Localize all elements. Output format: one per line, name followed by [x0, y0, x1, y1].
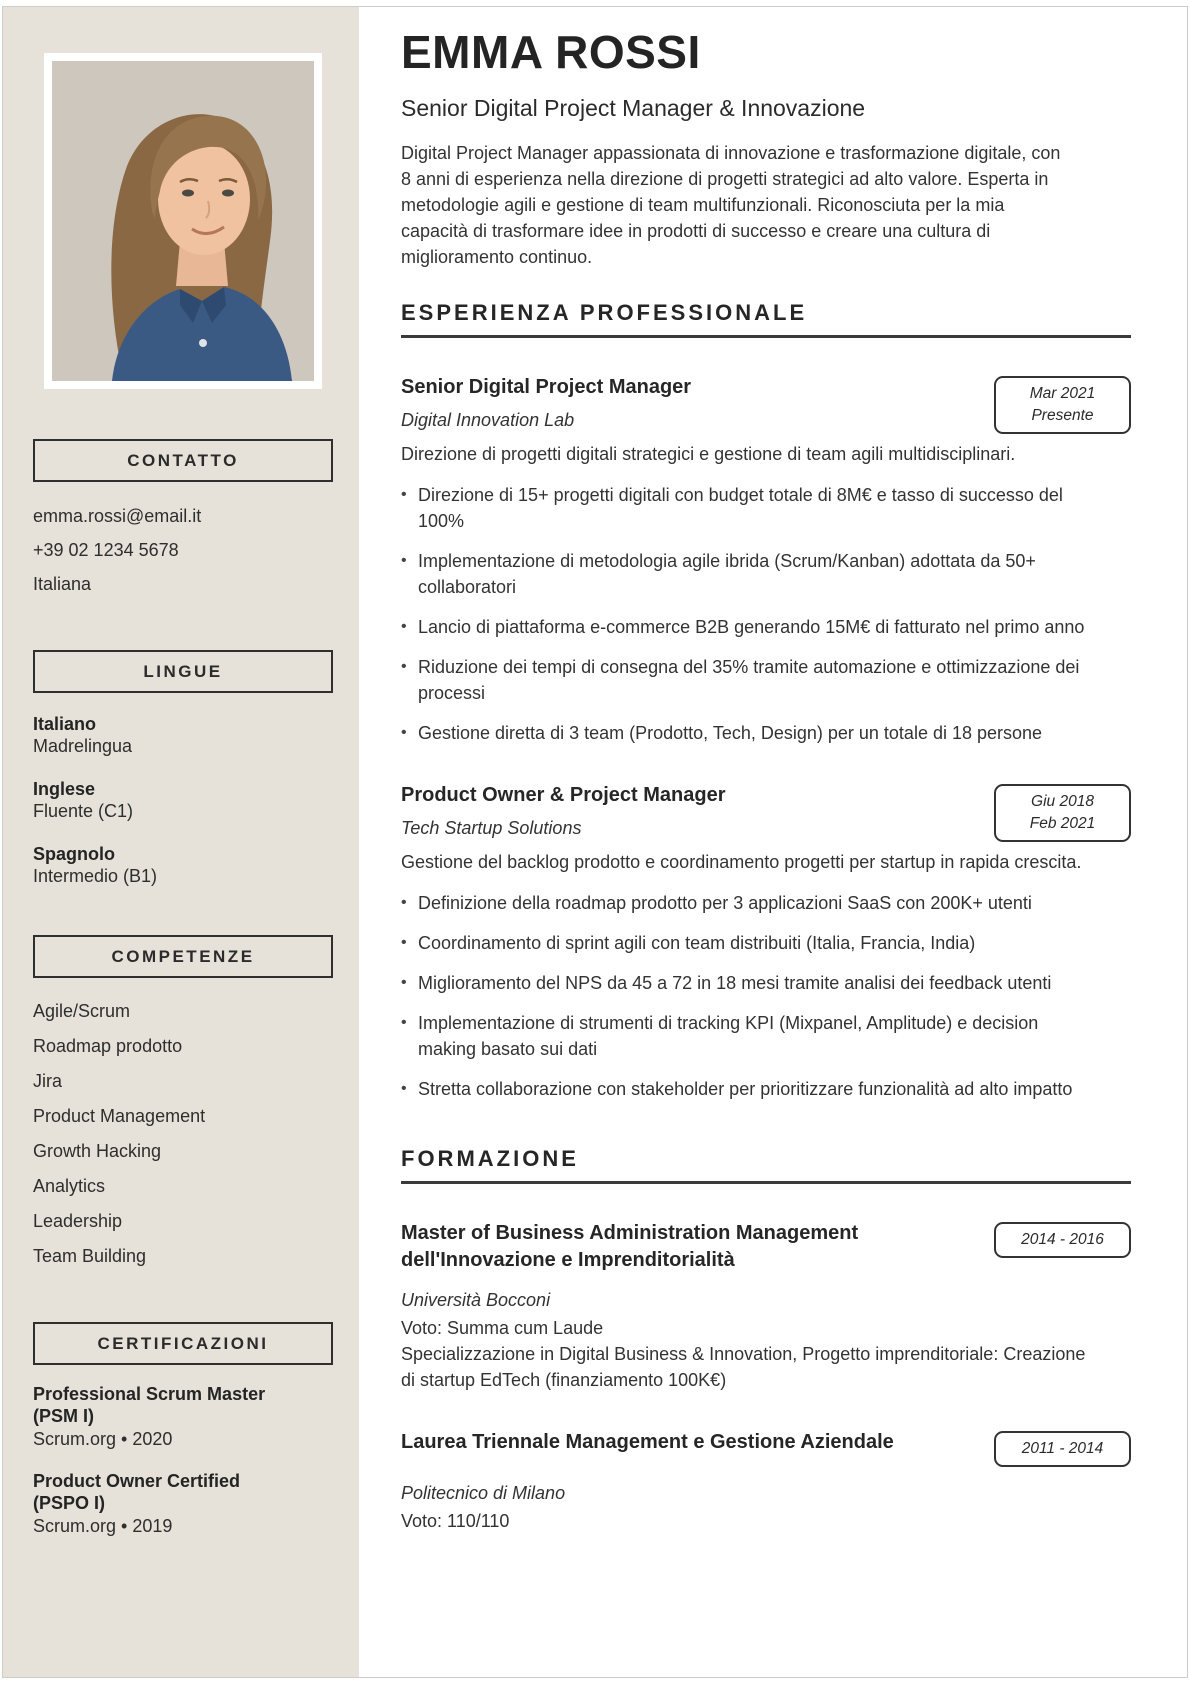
person-headline: Senior Digital Project Manager & Innovazione	[401, 95, 866, 121]
job-period-badge	[994, 784, 1131, 842]
skill-item: Agile/Scrum	[33, 1001, 131, 1021]
certification-list	[33, 1383, 333, 1538]
job-period-start: Mar 2021	[1029, 385, 1096, 402]
main-column	[359, 7, 1187, 1534]
profile-summary: Digital Project Manager appassionata di innovazione e trasformazione digitale, con 8 anni di esperienza nella direzione di progetti strategici ad alto valore. Esperta in metodologie agili e gestione di team multifunzionali. Riconosciuta per la mia capacità di trasformare idee in prodotti di successo e creare una cultura di miglioramento continuo.	[401, 143, 1061, 267]
skill-item: Analytics	[33, 1176, 106, 1196]
profile-photo	[52, 61, 314, 381]
job-bullet: • Stretta collaborazione con stakeholder per prioritizzare funzionalità ad alto impatto	[401, 1076, 1101, 1102]
education-entry-head	[401, 1429, 1131, 1467]
sidebar-section-title-contact: CONTATTO	[33, 439, 333, 482]
skill-list	[33, 994, 333, 1274]
job-period-end: Presente	[1031, 407, 1094, 424]
language-level: Madrelingua	[33, 736, 133, 756]
job-bullet: • Direzione di 15+ progetti digitali con budget totale di 8M€ e tasso di successo del 100%	[401, 482, 1101, 534]
job-bullet-list	[401, 890, 1101, 1102]
education-period-badge	[994, 1431, 1131, 1467]
degree-title: Laurea Triennale Management e Gestione Aziendale	[401, 1431, 894, 1453]
experience-entry	[401, 374, 1131, 746]
job-period-start: Giu 2018	[1031, 793, 1094, 810]
job-description: Gestione del backlog prodotto e coordinamento progetti per startup in rapida crescita.	[401, 852, 1082, 872]
education-entry-titles	[401, 1220, 946, 1274]
job-bullet: • Gestione diretta di 3 team (Prodotto, Tech, Design) per un totale di 18 persone	[401, 720, 1101, 746]
job-period-end: Feb 2021	[1029, 815, 1096, 832]
contact-email: emma.rossi@email.it	[33, 506, 202, 526]
skill-item: Growth Hacking	[33, 1141, 162, 1161]
certification-item	[33, 1470, 333, 1538]
sidebar-section-title-skills: COMPETENZE	[33, 935, 333, 978]
education-details: Specializzazione in Digital Business & Innovation, Progetto imprenditoriale: Creazione di startup EdTech (finanziamento 100K€)	[401, 1344, 1086, 1390]
language-name: Inglese	[33, 779, 96, 799]
education-period: 2014 - 2016	[1021, 1231, 1104, 1248]
person-name: EMMA ROSSI	[401, 26, 701, 78]
education-grade: Voto: Summa cum Laude	[401, 1318, 604, 1338]
skill-item: Team Building	[33, 1246, 147, 1266]
language-level: Intermedio (B1)	[33, 866, 158, 886]
job-bullet: • Definizione della roadmap prodotto per 3 applicazioni SaaS con 200K+ utenti	[401, 890, 1101, 916]
job-bullet: • Miglioramento del NPS da 45 a 72 in 18 mesi tramite analisi dei feedback utenti	[401, 970, 1101, 996]
experience-entry	[401, 782, 1131, 1102]
contact-nationality: Italiana	[33, 574, 92, 594]
certification-issuer: Scrum.org • 2020	[33, 1429, 173, 1449]
language-item	[33, 778, 333, 822]
section-title-experience: ESPERIENZA PROFESSIONALE	[401, 300, 1131, 338]
education-entry	[401, 1429, 1131, 1534]
job-company: Digital Innovation Lab	[401, 410, 575, 430]
job-description: Direzione di progetti digitali strategici e gestione di team agili multidisciplinari.	[401, 444, 1016, 464]
job-period-badge	[994, 376, 1131, 434]
skill-item: Product Management	[33, 1106, 206, 1126]
certification-issuer: Scrum.org • 2019	[33, 1516, 173, 1536]
section-title-education: FORMAZIONE	[401, 1146, 1131, 1184]
degree-title: Master of Business Administration Management dell'Innovazione e Imprenditorialità	[401, 1222, 859, 1271]
education-period: 2011 - 2014	[1021, 1440, 1104, 1457]
skill-item: Roadmap prodotto	[33, 1036, 183, 1056]
job-bullet-list	[401, 482, 1101, 746]
language-name: Italiano	[33, 714, 97, 734]
experience-entry-titles	[401, 782, 726, 839]
job-bullet: • Lancio di piattaforma e-commerce B2B generando 15M€ di fatturato nel primo anno	[401, 614, 1101, 640]
language-name: Spagnolo	[33, 844, 115, 864]
language-item	[33, 843, 333, 887]
job-bullet: • Implementazione di metodologia agile ibrida (Scrum/Kanban) adottata da 50+ collaboratori	[401, 548, 1101, 600]
sidebar	[3, 7, 359, 1677]
experience-entry-head	[401, 374, 1131, 434]
experience-entry-head	[401, 782, 1131, 842]
certification-name: Professional Scrum Master (PSM I)	[33, 1384, 266, 1426]
certification-name: Product Owner Certified (PSPO I)	[33, 1471, 241, 1513]
language-item	[33, 713, 333, 757]
experience-entry-titles	[401, 374, 691, 431]
language-level: Fluente (C1)	[33, 801, 134, 821]
job-company: Tech Startup Solutions	[401, 818, 582, 838]
contact-phone: +39 02 1234 5678	[33, 540, 179, 560]
education-grade: Voto: 110/110	[401, 1511, 510, 1531]
job-title: Product Owner & Project Manager	[401, 784, 726, 806]
job-bullet: • Implementazione di strumenti di tracking KPI (Mixpanel, Amplitude) e decision making basato sui dati	[401, 1010, 1101, 1062]
job-bullet: • Coordinamento di sprint agili con team distribuiti (Italia, Francia, India)	[401, 930, 1101, 956]
skill-item: Leadership	[33, 1211, 123, 1231]
resume-page	[2, 6, 1188, 1678]
school-name: Università Bocconi	[401, 1290, 551, 1310]
education-entry-titles	[401, 1429, 894, 1456]
education-period-badge	[994, 1222, 1131, 1258]
skill-item: Jira	[33, 1071, 63, 1091]
contact-list	[33, 500, 333, 602]
school-name: Politecnico di Milano	[401, 1483, 566, 1503]
profile-photo-frame	[44, 53, 322, 389]
job-bullet: • Riduzione dei tempi di consegna del 35% tramite automazione e ottimizzazione dei processi	[401, 654, 1101, 706]
sidebar-section-title-languages: LINGUE	[33, 650, 333, 693]
education-entry	[401, 1220, 1131, 1393]
job-title: Senior Digital Project Manager	[401, 376, 692, 398]
certification-item	[33, 1383, 333, 1451]
language-list	[33, 713, 333, 887]
education-entry-head	[401, 1220, 1131, 1274]
sidebar-section-title-certifications: CERTIFICAZIONI	[33, 1322, 333, 1365]
